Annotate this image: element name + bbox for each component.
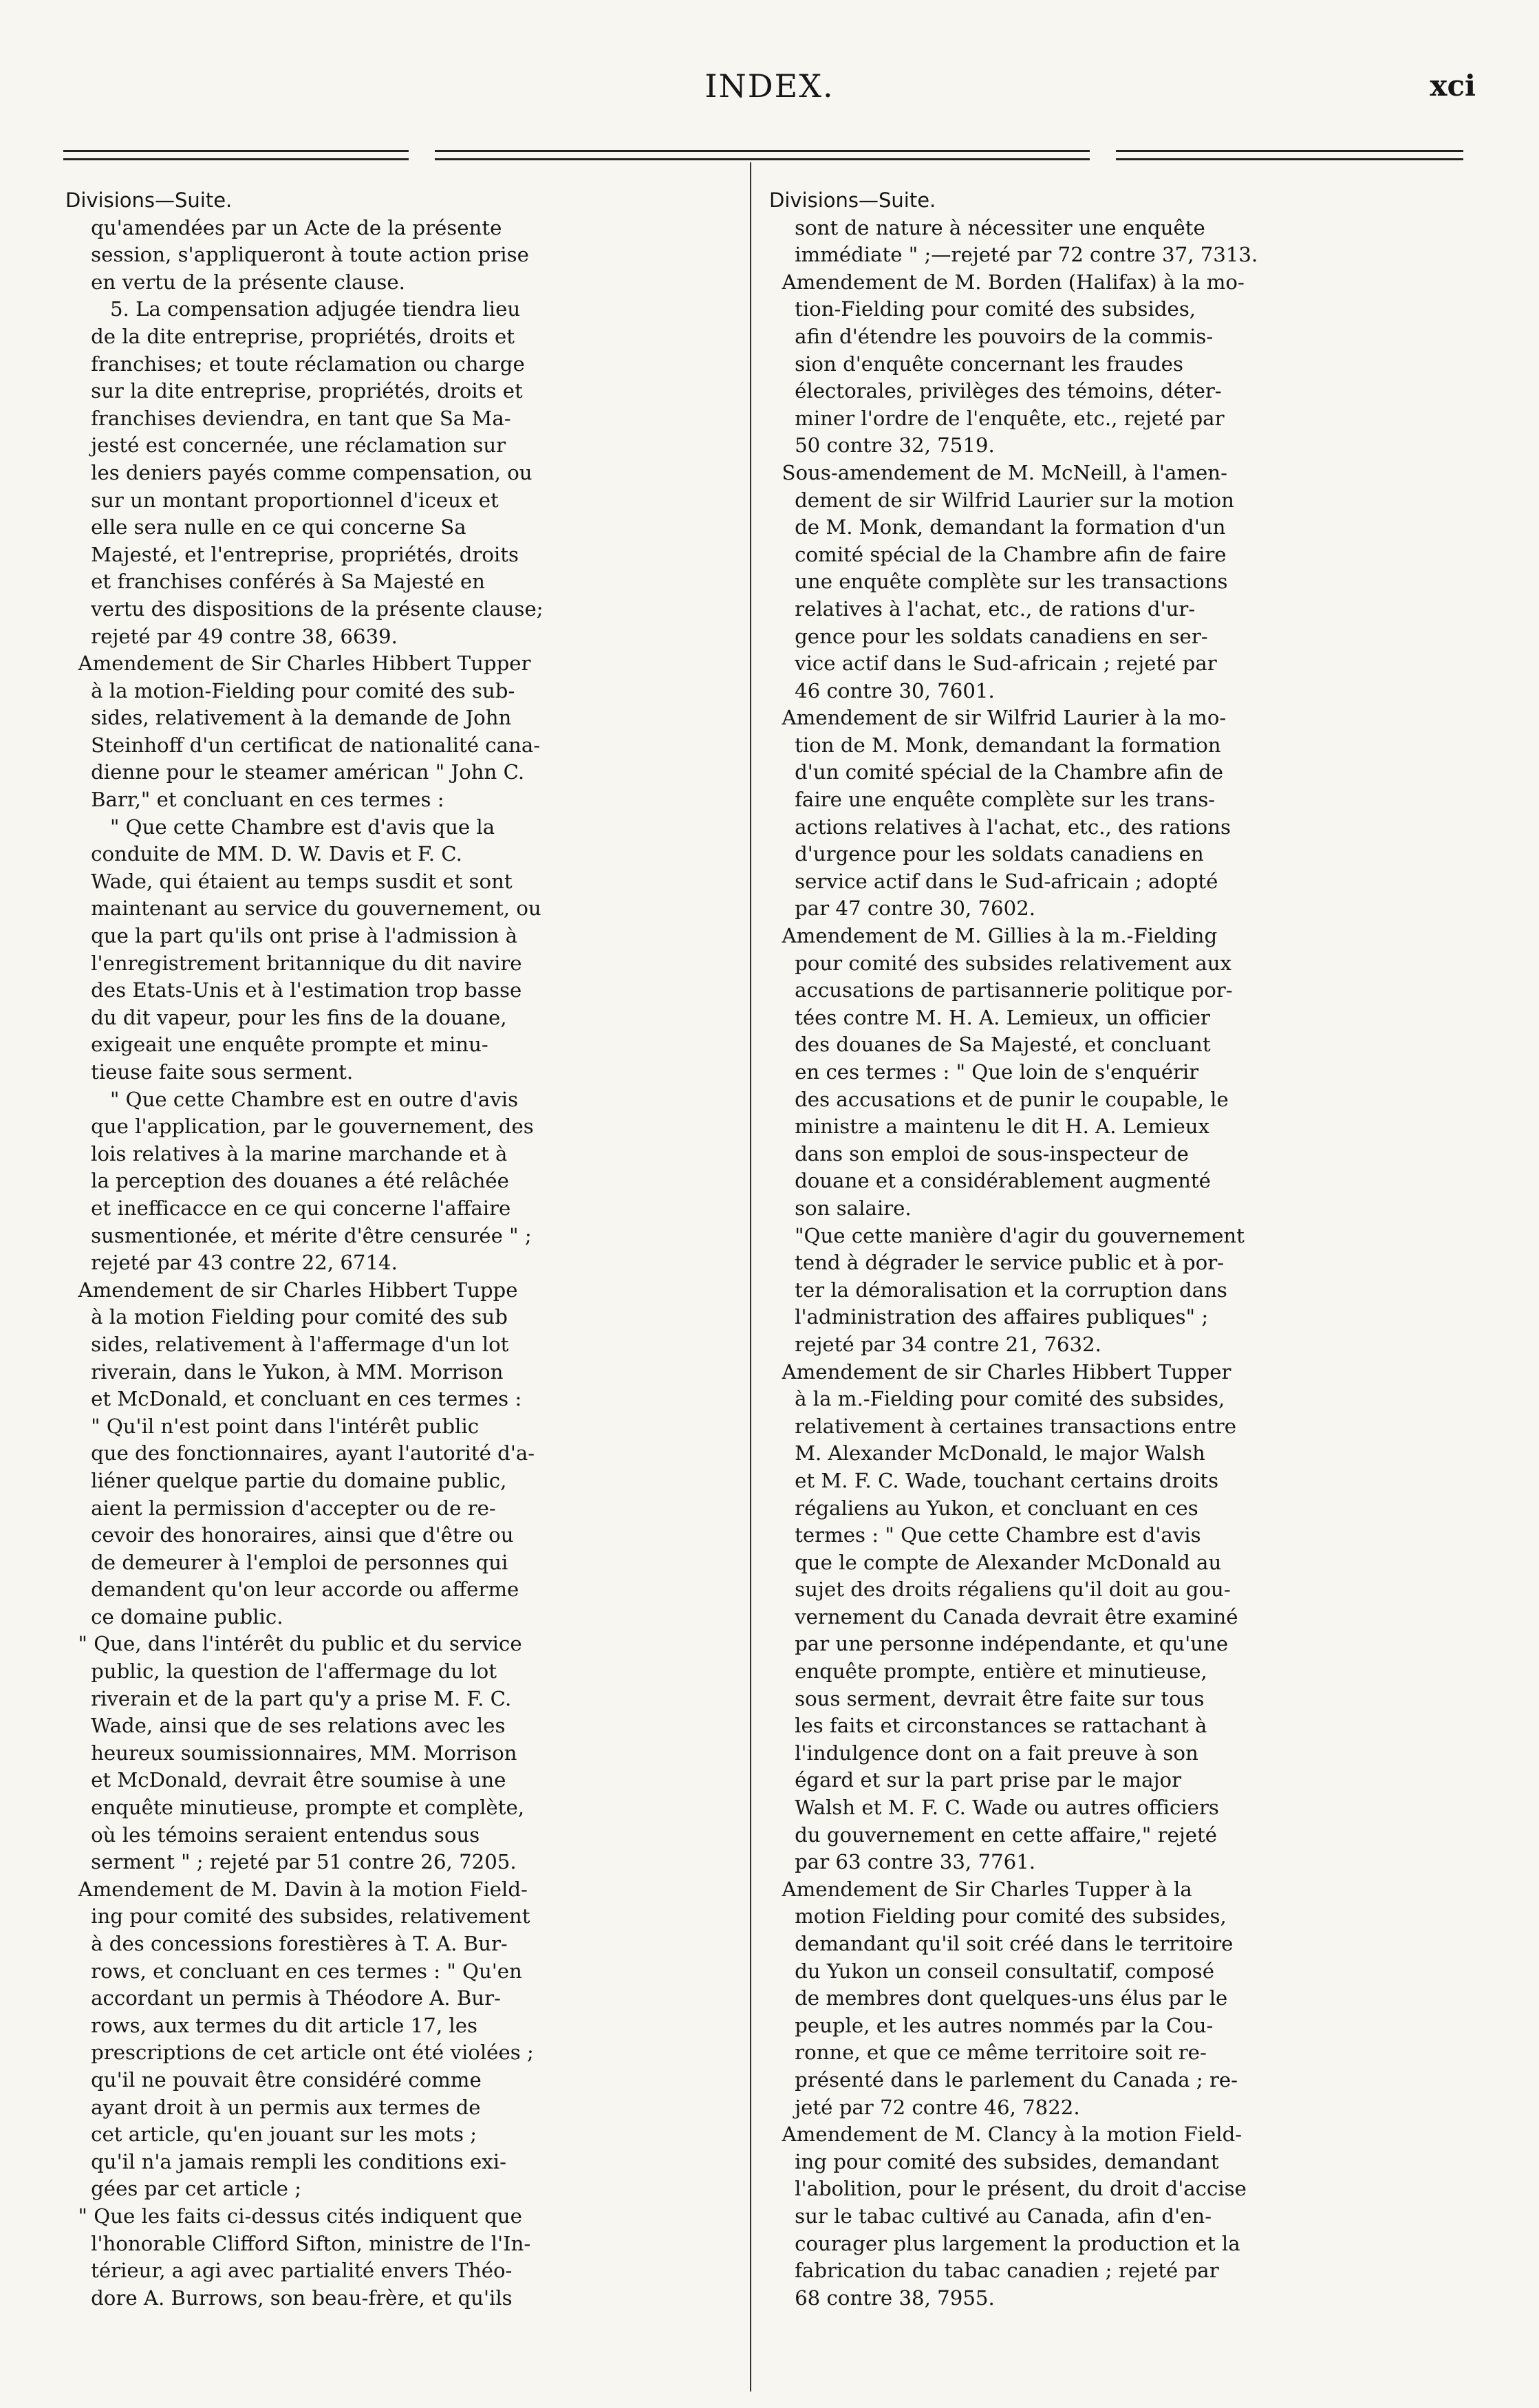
index-text-line: enquête minutieuse, prompte et complète,	[65, 1796, 525, 1820]
index-text-line: que le compte de Alexander McDonald au	[769, 1550, 1222, 1574]
index-text-line: accusations de partisannerie politique por-	[769, 978, 1233, 1002]
index-text-line: liéner quelque partie du domaine public,	[65, 1468, 507, 1492]
index-text-line: 5. La compensation adjugée tiendra lieu	[65, 297, 521, 321]
index-text-line: ing pour comité des subsides, relativement	[65, 1904, 530, 1928]
index-text-line: Barr," et concluant en ces termes :	[65, 788, 444, 812]
index-text-line: sous serment, devrait être faite sur tous	[769, 1686, 1205, 1710]
index-text-line: les faits et circonstances se rattachant à	[769, 1714, 1207, 1738]
index-text-line: où les témoins seraient entendus sous	[65, 1823, 480, 1847]
right-column	[769, 187, 1442, 2312]
left-column-heading: Divisions—Suite.	[65, 189, 233, 212]
index-text-line: maintenant au service du gouvernement, ou	[65, 896, 541, 921]
index-text-line: session, s'appliqueront à toute action prise	[65, 243, 529, 267]
index-text-line: " Que les faits ci-dessus cités indiquent que	[65, 2204, 522, 2228]
index-text-line: 50 contre 32, 7519.	[769, 433, 995, 458]
index-text-line: " Que, dans l'intérêt du public et du service	[65, 1632, 522, 1656]
index-text-line: présenté dans le parlement du Canada ; re-	[769, 2067, 1238, 2092]
index-text-line: Amendement de sir Charles Hibbert Tupper	[769, 1359, 1231, 1384]
index-text-line: par 47 contre 30, 7602.	[769, 896, 1036, 921]
index-text-line: " Que cette Chambre est d'avis que la	[65, 815, 495, 839]
index-text-line: relativement à certaines transactions entre	[769, 1414, 1237, 1438]
index-text-line: dement de sir Wilfrid Laurier sur la motion	[769, 488, 1234, 512]
index-text-line: que la part qu'ils ont prise à l'admission à	[65, 924, 517, 948]
index-text-line: Amendement de M. Borden (Halifax) à la mo-	[769, 270, 1245, 294]
index-text-line: des accusations et de punir le coupable, le	[769, 1087, 1229, 1111]
index-text-line: et franchises conférés à Sa Majesté en	[65, 570, 485, 594]
index-text-line: que l'application, par le gouvernement, des	[65, 1115, 534, 1139]
right-column-text	[769, 215, 1442, 2312]
page-title: INDEX.	[704, 67, 835, 105]
index-text-line: serment " ; rejeté par 51 contre 26, 7205.	[65, 1850, 517, 1874]
index-text-line: et inefficacce en ce qui concerne l'affaire	[65, 1196, 511, 1220]
index-text-line: qu'amendées par un Acte de la présente	[65, 215, 502, 239]
index-text-line: tées contre M. H. A. Lemieux, un officier	[769, 1005, 1210, 1029]
index-text-line: tieuse faite sous serment.	[65, 1060, 354, 1084]
index-text-line: lois relatives à la marine marchande et à	[65, 1141, 508, 1165]
index-text-line: sujet des droits régaliens qu'il doit au gou-	[769, 1578, 1231, 1602]
index-text-line: l'enregistrement britannique du dit navire	[65, 951, 522, 975]
index-text-line: rows, et concluant en ces termes : " Qu'en	[65, 1959, 522, 1983]
index-text-line: de demeurer à l'emploi de personnes qui	[65, 1550, 508, 1574]
index-text-line: demandent qu'on leur accorde ou afferme	[65, 1578, 519, 1602]
index-text-line: 46 contre 30, 7601.	[769, 678, 995, 702]
index-text-line: en vertu de la présente clause.	[65, 270, 405, 294]
header-rule-right	[1116, 150, 1463, 160]
index-text-line: actions relatives à l'achat, etc., des rations	[769, 815, 1231, 839]
index-text-line: vertu des dispositions de la présente clause;	[65, 596, 544, 621]
index-text-line: qu'il n'a jamais rempli les conditions exi-	[65, 2149, 506, 2173]
index-text-line: sur la dite entreprise, propriétés, droits et	[65, 379, 523, 403]
index-text-line: sur le tabac cultivé au Canada, afin d'en-	[769, 2204, 1212, 2228]
index-text-line: tion de M. Monk, demandant la formation	[769, 733, 1221, 757]
index-text-line: de la dite entreprise, propriétés, droits et	[65, 324, 515, 348]
index-text-line: à la m.-Fielding pour comité des subsides,	[769, 1387, 1225, 1411]
index-text-line: " Qu'il n'est point dans l'intérêt public	[65, 1414, 480, 1438]
index-text-line: susmentionée, et mérite d'être censurée " ;	[65, 1223, 532, 1247]
index-text-line: que des fonctionnaires, ayant l'autorité d'a-	[65, 1441, 535, 1465]
index-text-line: riverain et de la part qu'y a prise M. F. C.	[65, 1686, 512, 1710]
index-text-line: demandant qu'il soit créé dans le territoire	[769, 1932, 1234, 1955]
index-text-line: du gouvernement en cette affaire," rejeté	[769, 1823, 1218, 1847]
index-text-line: "Que cette manière d'agir du gouvernement	[769, 1223, 1245, 1247]
index-text-line: des Etats-Unis et à l'estimation trop basse	[65, 978, 522, 1002]
index-text-line: riverain, dans le Yukon, à MM. Morrison	[65, 1359, 504, 1384]
index-text-line: du dit vapeur, pour les fins de la douane,	[65, 1005, 507, 1029]
index-text-line: l'administration des affaires publiques" ;	[769, 1305, 1209, 1329]
index-text-line: sont de nature à nécessiter une enquête	[769, 215, 1205, 239]
index-text-line: Amendement de M. Gillies à la m.-Fielding	[769, 924, 1218, 948]
index-text-line: comité spécial de la Chambre afin de faire	[769, 542, 1227, 566]
index-text-line: dienne pour le steamer américan " John C.	[65, 760, 525, 784]
index-text-line: cevoir des honoraires, ainsi que d'être ou	[65, 1523, 514, 1547]
index-text-line: vernement du Canada devrait être examiné	[769, 1604, 1238, 1628]
index-text-line: gées par cet article ;	[65, 2177, 302, 2201]
index-text-line: Walsh et M. F. C. Wade ou autres officiers	[769, 1796, 1219, 1820]
index-text-line: sion d'enquête concernant les fraudes	[769, 352, 1183, 376]
index-text-line: vice actif dans le Sud-africain ; rejeté par	[769, 652, 1217, 676]
index-text-line: jesté est concernée, une réclamation sur	[65, 433, 506, 458]
index-text-line: de membres dont quelques-uns élus par le	[769, 1986, 1228, 2010]
page-number: xci	[1430, 69, 1476, 103]
index-text-line: Majesté, et l'entreprise, propriétés, droits	[65, 542, 519, 566]
index-text-line: M. Alexander McDonald, le major Walsh	[769, 1441, 1205, 1465]
index-text-line: rows, aux termes du dit article 17, les	[65, 2013, 477, 2037]
index-text-line: accordant un permis à Théodore A. Bur-	[65, 1986, 501, 2010]
index-text-line: et McDonald, devrait être soumise à une	[65, 1768, 506, 1792]
index-text-line: Sous-amendement de M. McNeill, à l'amen-	[769, 460, 1227, 484]
index-text-line: Amendement de Sir Charles Tupper à la	[769, 1877, 1192, 1901]
right-column-heading: Divisions—Suite.	[769, 189, 936, 212]
index-text-line: tend à dégrader le service public et à por-	[769, 1251, 1225, 1275]
index-text-line: miner l'ordre de l'enquête, etc., rejeté par	[769, 406, 1225, 430]
index-text-line: de M. Monk, demandant la formation d'un	[769, 515, 1226, 539]
index-text-line: térieur, a agi avec partialité envers Théo-	[65, 2259, 513, 2283]
index-text-line: son salaire.	[769, 1196, 912, 1220]
index-text-line: ayant droit à un permis aux termes de	[65, 2095, 481, 2119]
index-text-line: fabrication du tabac canadien ; rejeté par	[769, 2259, 1219, 2283]
index-text-line: heureux soumissionnaires, MM. Morrison	[65, 1741, 517, 1765]
index-text-line: tion-Fielding pour comité des subsides,	[769, 297, 1196, 321]
index-text-line: dore A. Burrows, son beau-frère, et qu'ils	[65, 2286, 513, 2310]
index-text-line: Amendement de M. Clancy à la motion Field-	[769, 2122, 1242, 2147]
index-text-line: franchises deviendra, en tant que Sa Ma-	[65, 406, 511, 430]
index-text-line: du Yukon un conseil consultatif, composé	[769, 1959, 1214, 1983]
index-text-line: afin d'étendre les pouvoirs de la commis-	[769, 324, 1214, 348]
column-divider	[750, 162, 751, 2391]
index-text-line: Amendement de M. Davin à la motion Field-	[65, 1877, 528, 1901]
index-text-line: relatives à l'achat, etc., de rations d'ur-	[769, 596, 1196, 621]
index-text-line: exigeait une enquête prompte et minu-	[65, 1033, 488, 1057]
index-text-line: immédiate " ;—rejeté par 72 contre 37, 7313.	[769, 243, 1258, 267]
index-text-line: et M. F. C. Wade, touchant certains droits	[769, 1468, 1219, 1492]
index-text-line: et McDonald, et concluant en ces termes :	[65, 1387, 522, 1411]
index-text-line: douane et a considérablement augmenté	[769, 1169, 1211, 1193]
index-text-line: par une personne indépendante, et qu'une	[769, 1632, 1229, 1656]
index-text-line: ce domaine public.	[65, 1604, 283, 1628]
index-text-line: motion Fielding pour comité des subsides,	[769, 1904, 1227, 1928]
index-text-line: sur un montant proportionnel d'iceux et	[65, 488, 499, 512]
index-text-line: qu'il ne pouvait être considéré comme	[65, 2067, 482, 2092]
index-text-line: l'abolition, pour le présent, du droit d'accise	[769, 2177, 1247, 2201]
index-text-line: public, la question de l'affermage du lot	[65, 1659, 497, 1684]
left-column	[65, 187, 738, 2312]
index-text-line: Amendement de Sir Charles Hibbert Tupper	[65, 652, 531, 676]
index-text-line: courager plus largement la production et la	[769, 2231, 1240, 2255]
index-text-line: rejeté par 34 contre 21, 7632.	[769, 1332, 1101, 1356]
index-text-line: cet article, qu'en jouant sur les mots ;	[65, 2122, 477, 2147]
index-text-line: enquête prompte, entière et minutieuse,	[769, 1659, 1207, 1684]
index-text-line: sides, relativement à l'affermage d'un lot	[65, 1332, 509, 1356]
index-text-line: sides, relativement à la demande de John	[65, 706, 512, 730]
index-text-line: la perception des douanes a été relâchée	[65, 1169, 509, 1193]
index-text-line: ronne, et que ce même territoire soit re-	[769, 2041, 1207, 2065]
index-text-line: régaliens au Yukon, et concluant en ces	[769, 1496, 1198, 1520]
index-text-line: jeté par 72 contre 46, 7822.	[769, 2095, 1080, 2119]
index-text-line: dans son emploi de sous-inspecteur de	[769, 1141, 1189, 1165]
index-text-line: l'honorable Clifford Sifton, ministre de l'In-	[65, 2231, 531, 2255]
header-rule-left	[63, 150, 409, 160]
index-text-line: Wade, qui étaient au temps susdit et sont	[65, 869, 513, 893]
index-text-line: prescriptions de cet article ont été violées ;	[65, 2041, 534, 2065]
index-text-line: d'un comité spécial de la Chambre afin de	[769, 760, 1224, 784]
header-rule-center	[435, 150, 1090, 160]
index-text-line: une enquête complète sur les transactions	[769, 570, 1228, 594]
index-text-line: Steinhoff d'un certificat de nationalité cana-	[65, 733, 541, 757]
index-text-line: Amendement de sir Wilfrid Laurier à la mo-	[769, 706, 1227, 730]
index-text-line: en ces termes : " Que loin de s'enquérir	[769, 1060, 1199, 1084]
index-text-line: les deniers payés comme compensation, ou	[65, 460, 532, 484]
index-text-line: pour comité des subsides relativement aux	[769, 951, 1232, 975]
index-text-line: " Que cette Chambre est en outre d'avis	[65, 1087, 519, 1111]
index-text-line: elle sera nulle en ce qui concerne Sa	[65, 515, 466, 539]
index-text-line: rejeté par 43 contre 22, 6714.	[65, 1251, 398, 1275]
index-text-line: à la motion Fielding pour comité des sub	[65, 1305, 508, 1329]
index-text-line: ministre a maintenu le dit H. A. Lemieux	[769, 1115, 1209, 1139]
index-text-line: par 63 contre 33, 7761.	[769, 1850, 1036, 1874]
index-text-line: rejeté par 49 contre 38, 6639.	[65, 624, 398, 648]
index-text-line: service actif dans le Sud-africain ; adopté	[769, 869, 1218, 893]
index-text-line: ter la démoralisation et la corruption dans	[769, 1278, 1227, 1302]
index-text-line: à la motion-Fielding pour comité des sub-	[65, 678, 515, 702]
index-text-line: égard et sur la part prise par le major	[769, 1768, 1182, 1792]
index-text-line: ing pour comité des subsides, demandant	[769, 2149, 1219, 2173]
index-text-line: conduite de MM. D. W. Davis et F. C.	[65, 842, 462, 866]
index-text-line: à des concessions forestières à T. A. Bur-	[65, 1932, 508, 1955]
index-text-line: 68 contre 38, 7955.	[769, 2286, 995, 2310]
index-text-line: termes : " Que cette Chambre est d'avis	[769, 1523, 1201, 1547]
index-text-line: d'urgence pour les soldats canadiens en	[769, 842, 1204, 866]
index-text-line: des douanes de Sa Majesté, et concluant	[769, 1033, 1211, 1057]
index-text-line: Wade, ainsi que de ses relations avec les	[65, 1714, 506, 1738]
index-text-line: électorales, privilèges des témoins, déter-	[769, 379, 1222, 403]
index-text-line: franchises; et toute réclamation ou charge	[65, 352, 525, 376]
index-text-line: peuple, et les autres nommés par la Cou-	[769, 2013, 1214, 2037]
index-text-line: gence pour les soldats canadiens en ser-	[769, 624, 1208, 648]
index-text-line: Amendement de sir Charles Hibbert Tuppe	[65, 1278, 518, 1302]
index-text-line: faire une enquête complète sur les trans-	[769, 788, 1216, 812]
left-column-text	[65, 215, 738, 2312]
index-text-line: aient la permission d'accepter ou de re-	[65, 1496, 496, 1520]
index-text-line: l'indulgence dont on a fait preuve à son	[769, 1741, 1198, 1765]
